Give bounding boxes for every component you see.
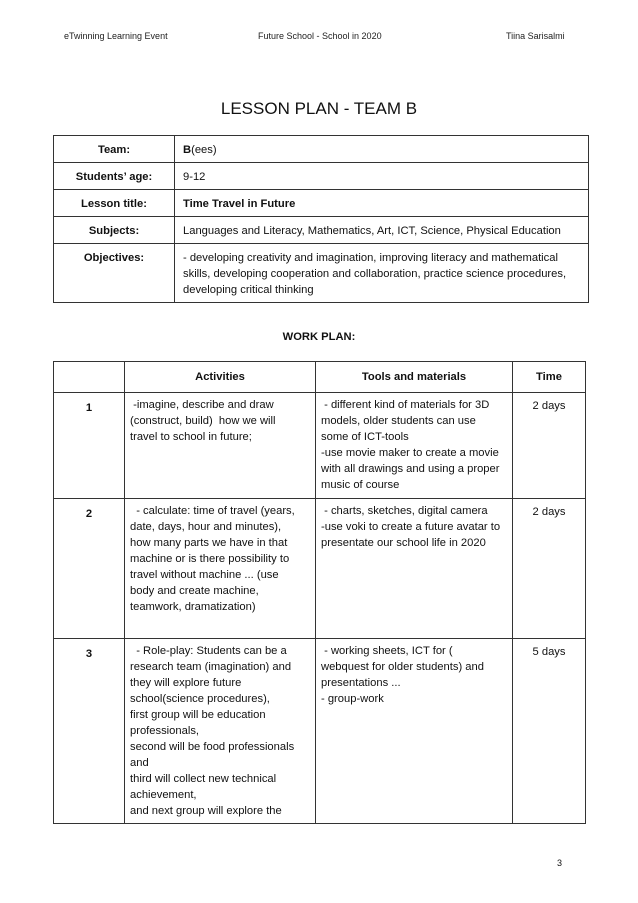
table-row (54, 499, 586, 639)
time-cell: 5 days (513, 639, 586, 824)
info-value (175, 136, 589, 163)
row-number: 2 (54, 499, 125, 639)
cell-line: professionals, (130, 725, 200, 737)
cell-line: how many parts we have in that (130, 537, 288, 549)
work-plan-header-row (54, 362, 586, 393)
cell-line: school(science procedures), (130, 693, 270, 705)
info-label: Objectives: (54, 244, 175, 303)
info-row-age (54, 163, 589, 190)
cell-line: presentations ... (321, 677, 401, 689)
cell-line: - Role-play: Students can be a (130, 645, 287, 657)
cell-line: - group-work (321, 693, 384, 705)
info-label: Students’ age: (54, 163, 175, 190)
header-right: Tiina Sarisalmi (506, 31, 565, 41)
info-row-subjects (54, 217, 589, 244)
page-title: LESSON PLAN - TEAM B (220, 99, 418, 118)
work-plan-table (53, 361, 586, 824)
tools-cell (316, 639, 513, 824)
cell-line: third will collect new technical (130, 773, 277, 785)
column-header-tools: Tools and materials (316, 362, 513, 393)
activities-cell (125, 499, 316, 639)
info-value: Languages and Literacy, Mathematics, Art, ICT, Science, Physical Education (175, 217, 589, 244)
cell-line: and next group will explore the (130, 805, 282, 817)
cell-line: second will be food professionals (130, 741, 295, 753)
cell-line: (construct, build) how we will (130, 415, 276, 427)
column-header-time: Time (513, 362, 586, 393)
column-header-activities: Activities (125, 362, 316, 393)
info-value-rest: (ees) (191, 144, 217, 156)
cell-line: presentate our school life in 2020 (321, 537, 486, 549)
table-row (54, 393, 586, 499)
cell-line: - calculate: time of travel (years, (130, 505, 295, 517)
info-row-title (54, 190, 589, 217)
cell-line: webquest for older students) and (321, 661, 484, 673)
cell-line: with all drawings and using a proper (321, 463, 500, 475)
info-label: Subjects: (54, 217, 175, 244)
info-value-bold: B (183, 144, 192, 156)
cell-line: music of course (321, 479, 400, 491)
cell-line: -use voki to create a future avatar to (321, 521, 501, 533)
cell-line: travel without machine ... (use (130, 569, 279, 581)
tools-cell (316, 393, 513, 499)
info-label: Lesson title: (54, 190, 175, 217)
cell-line: date, days, hour and minutes), (130, 521, 282, 533)
activities-cell (125, 393, 316, 499)
time-cell: 2 days (513, 393, 586, 499)
info-row-objectives (54, 244, 589, 303)
cell-line: first group will be education (130, 709, 266, 721)
info-value-bold: Time Travel in Future (183, 198, 296, 210)
cell-line: achievement, (130, 789, 197, 801)
cell-line: research team (imagination) and (130, 661, 292, 673)
cell-line: body and create machine, (130, 585, 259, 597)
lesson-info-table (53, 135, 589, 303)
row-number: 3 (54, 639, 125, 824)
work-plan-body (54, 393, 586, 824)
activities-cell (125, 639, 316, 824)
cell-line: they will explore future (130, 677, 242, 689)
cell-line: some of ICT-tools (321, 431, 409, 443)
cell-line: and (130, 757, 149, 769)
tools-cell (316, 499, 513, 639)
cell-line: models, older students can use (321, 415, 476, 427)
page-number: 3 (556, 858, 562, 868)
work-plan-title: WORK PLAN: (282, 331, 356, 343)
table-row (54, 639, 586, 824)
cell-line: machine or is there possibility to (130, 553, 290, 565)
column-header-number (54, 362, 125, 393)
cell-line: - charts, sketches, digital camera (321, 505, 488, 517)
header-center: Future School - School in 2020 (258, 31, 382, 41)
cell-line: teamwork, dramatization) (130, 601, 256, 613)
cell-line: -imagine, describe and draw (130, 399, 274, 411)
row-number: 1 (54, 393, 125, 499)
info-value: - developing creativity and imagination, improving literacy and mathematical skills, developing cooperation and collaboration, practice science procedures, developing critical thinking (175, 244, 589, 303)
info-row-team (54, 136, 589, 163)
cell-line: - working sheets, ICT for ( (321, 645, 453, 657)
cell-line: - different kind of materials for 3D (321, 399, 490, 411)
time-cell: 2 days (513, 499, 586, 639)
header-left: eTwinning Learning Event (64, 31, 168, 41)
cell-line: travel to school in future; (130, 431, 252, 443)
info-value: 9-12 (175, 163, 589, 190)
info-label: Team: (54, 136, 175, 163)
cell-line: -use movie maker to create a movie (321, 447, 499, 459)
info-value (175, 190, 589, 217)
